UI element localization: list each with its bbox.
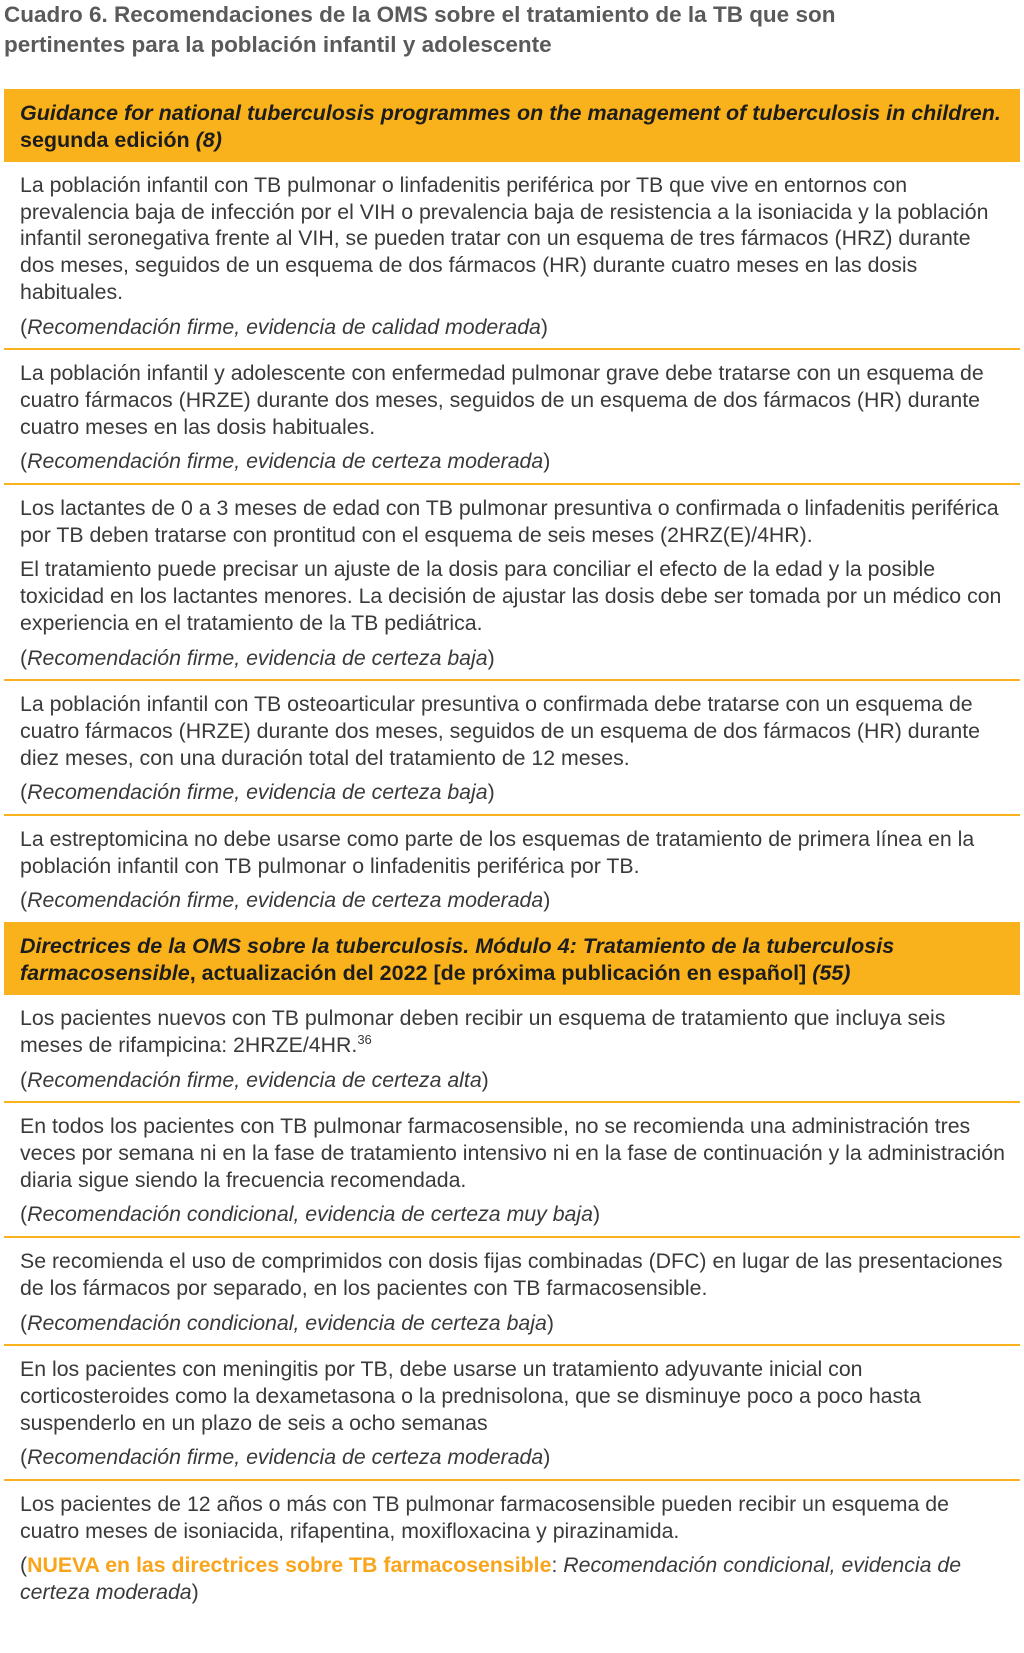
recommendation-row <box>4 681 1020 816</box>
recommendation-row <box>4 1481 1020 1606</box>
recommendation-row <box>4 1238 1020 1346</box>
section-title-edition: segunda edición <box>20 128 196 152</box>
recommendation-text: La población infantil con TB osteoarticular presuntiva o confirmada debe tratarse con un esquema de cuatro fármacos (HRZE) durante dos meses, seguidos de un esquema de dos fármacos (HR) durante diez meses, con una duración total del tratamiento de 12 meses. <box>20 692 980 770</box>
section-header-children-guidance <box>4 89 1020 162</box>
recommendation-row <box>4 816 1020 914</box>
recommendation-text: Los lactantes de 0 a 3 meses de edad con TB pulmonar presuntiva o confirmada o linfadenitis periférica por TB deben tratarse con prontitud con el esquema de seis meses (2HRZ(E)/4HR). <box>20 496 999 547</box>
recommendation-text: La población infantil y adolescente con enfermedad pulmonar grave debe tratarse con un esquema de cuatro fármacos (HRZE) durante dos meses, seguidos de un esquema de dos fármacos (HR) durante cuatro meses en las dosis habituales. <box>20 361 984 439</box>
recommendation-strength: (Recomendación firme, evidencia de certeza moderada) <box>20 1445 551 1470</box>
recommendation-row <box>4 485 1020 681</box>
recommendation-row <box>4 350 1020 485</box>
recommendation-text: En los pacientes con meningitis por TB, debe usarse un tratamiento adyuvante inicial con corticosteroides como la dexametasona o la prednisolona, que se disminuye poco a poco hasta suspenderlo en un plazo de seis a ocho semanas <box>20 1357 921 1435</box>
recommendation-strength: (Recomendación firme, evidencia de certeza baja) <box>20 645 495 670</box>
footnote-ref: 36 <box>357 1031 372 1047</box>
recommendation-strength: (Recomendación firme, evidencia de certeza moderada) <box>20 449 551 474</box>
recommendation-strength: (NUEVA en las directrices sobre TB farmacosensible: Recomendación condicional, evidencia de certeza moderada) <box>20 1553 962 1605</box>
recommendation-text: Se recomienda el uso de comprimidos con dosis fijas combinadas (DFC) en lugar de las presentaciones de los fármacos por separado, en los pacientes con TB farmacosensible. <box>20 1249 1003 1300</box>
recommendation-note: El tratamiento puede precisar un ajuste de la dosis para conciliar el efecto de la edad y la posible toxicidad en los lactantes menores. La decisión de ajustar las dosis debe ser tomada por un médico con experiencia en el tratamiento de la TB pediátrica. <box>20 557 1002 635</box>
recommendation-text: Los pacientes nuevos con TB pulmonar deben recibir un esquema de tratamiento que incluya seis meses de rifampicina: 2HRZE/4HR.$^{36}$ <box>20 1006 946 1057</box>
recommendation-text: Los pacientes de 12 años o más con TB pulmonar farmacosensible pueden recibir un esquema de cuatro meses de isoniacida, rifapentina, moxifloxacina y pirazinamida. <box>20 1492 949 1543</box>
recommendation-row <box>4 1346 1020 1481</box>
recommendation-strength: (Recomendación firme, evidencia de certeza baja) <box>20 780 495 805</box>
caption-line-2: pertinentes para la población infantil y adolescente <box>4 32 552 57</box>
recommendation-row <box>4 162 1020 350</box>
recommendation-strength: (Recomendación firme, evidencia de calidad moderada) <box>20 314 548 339</box>
section-reference: (55) <box>812 961 851 986</box>
recommendation-text: En todos los pacientes con TB pulmonar farmacosensible, no se recomienda una administración tres veces por semana ni en la fase de tratamiento intensivo ni en la fase de continuación y la administración diaria sigue siendo la frecuencia recomendada. <box>20 1114 1005 1192</box>
section-reference: (8) <box>195 128 222 152</box>
recommendation-row <box>4 995 1020 1103</box>
recommendations-table <box>4 89 1020 1614</box>
section-title-italic: Guidance for national tuberculosis programmes on the management of tuberculosis in children. <box>20 101 1001 125</box>
table-caption <box>4 0 1004 60</box>
recommendation-row <box>4 1103 1020 1238</box>
recommendation-strength: (Recomendación condicional, evidencia de certeza baja) <box>20 1310 554 1335</box>
new-badge: NUEVA en las directrices sobre TB farmacosensible <box>27 1553 552 1578</box>
section-title-update: , actualización del 2022 [de próxima publicación en español] <box>189 961 813 986</box>
recommendation-strength: (Recomendación condicional, evidencia de certeza muy baja) <box>20 1202 601 1227</box>
recommendation-strength: (Recomendación firme, evidencia de certeza alta) <box>20 1067 489 1092</box>
caption-line-1: Cuadro 6. Recomendaciones de la OMS sobre el tratamiento de la TB que son <box>4 2 836 27</box>
section-title-italic: Directrices de la OMS sobre la tuberculosis. Módulo 4: Tratamiento de la tuberculosis farmacosensible <box>20 934 895 986</box>
recommendation-strength: (Recomendación firme, evidencia de certeza moderada) <box>20 888 551 913</box>
recommendation-text: La población infantil con TB pulmonar o linfadenitis periférica por TB que vive en entornos con prevalencia baja de infección por el VIH o prevalencia baja de resistencia a la isoniacida y la población infantil seronegativa frente al VIH, se pueden tratar con un esquema de tres fármacos (HRZ) durante dos meses, seguidos de un esquema de dos fármacos (HR) durante cuatro meses en las dosis habituales. <box>20 173 989 304</box>
recommendation-text: La estreptomicina no debe usarse como parte de los esquemas de tratamiento de primera línea en la población infantil con TB pulmonar o linfadenitis periférica por TB. <box>20 827 975 878</box>
section-header-module-4 <box>4 922 1020 995</box>
